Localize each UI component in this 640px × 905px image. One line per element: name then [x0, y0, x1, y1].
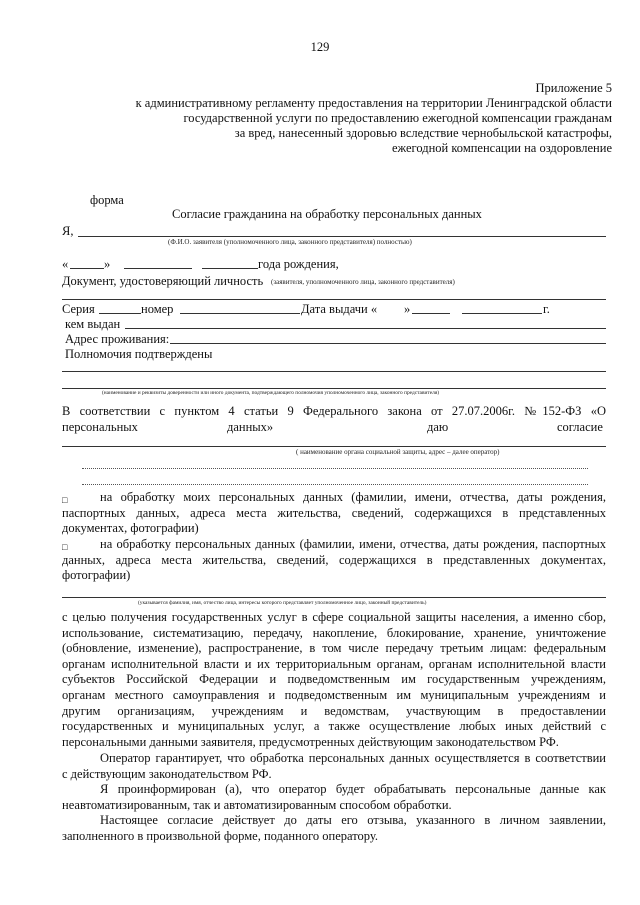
series-label: Серия: [62, 302, 95, 316]
purpose-line-6: органам местного самоуправления и подведомственным им муниципальным учреждениям и: [62, 687, 606, 702]
informed-line-1: Я проинформирован (а), что оператор будет обрабатывать персональные данные как: [100, 782, 606, 796]
purpose-line-7: другим организациям, учреждениям и ведомствам, участвующим в предоставлении: [62, 703, 606, 718]
address-line: [170, 343, 606, 344]
purpose-paragraph: [62, 610, 606, 750]
option-1-line-1: на обработку моих персональных данных (фамилии, имени, отчества, даты рождения,: [100, 490, 606, 504]
issued-by-line: [125, 328, 606, 329]
purpose-line-1: с целью получения государственных услуг в сфере социальной защиты населения, а именно сбор,: [62, 610, 606, 624]
option-1-text: [62, 490, 606, 537]
fio-caption: (Ф.И.О. заявителя (уполномоченного лица, законного представителя) полностью): [168, 238, 412, 246]
form-label: форма: [90, 193, 124, 207]
number-line: [180, 313, 300, 314]
law-line-1: В соответствии с пунктом 4 статьи 9 Федерального закона от 27.07.2006г. №152-ФЗ «О: [62, 404, 606, 418]
law-word-2: данных»: [227, 420, 274, 434]
fio-line: [78, 236, 606, 237]
purpose-line-5: субъектов Российской Федерации и подведомственным им государственным учреждениям,: [62, 672, 606, 687]
option-1-checkbox[interactable]: □: [62, 495, 68, 505]
issue-date-label: Дата выдачи «: [301, 302, 378, 316]
option-2-line-1: на обработку персональных данных (фамилии, имени, отчества, даты рождения, паспортных: [100, 537, 606, 551]
issue-month-line: [412, 313, 450, 314]
option-2-line-3: фотографии): [62, 568, 131, 583]
option-2-text: [62, 537, 606, 584]
validity-paragraph: [62, 813, 606, 844]
issue-date-close: »: [404, 302, 411, 316]
doc-label: Документ, удостоверяющий личность: [62, 274, 264, 288]
doc-caption: (заявителя, уполномоченного лица, законного представителя): [271, 278, 455, 286]
doc-line: [62, 299, 606, 300]
law-word-1: персональных: [62, 420, 138, 434]
option-2-checkbox[interactable]: □: [62, 542, 68, 552]
purpose-line-9: персональными данными заявителя, предусмотренных действующим законодательством РФ.: [62, 734, 559, 749]
year-suffix: г.: [543, 302, 550, 316]
purpose-line-4: органам исполнительной власти и их территориальным органам, органам исполнительной власти: [62, 656, 606, 671]
validity-line-2: заполненного в произвольной форме, поданного оператору.: [62, 828, 378, 843]
powers-line-2: [62, 388, 606, 389]
operator-caption: ( наименование органа социальной защиты, адрес – далее оператор): [296, 448, 500, 456]
dob-month-line: [124, 268, 192, 269]
informed-line-2: неавтоматизированным, так и автоматизированным способом обработки.: [62, 797, 452, 812]
option-2-line-2: данных, адреса места жительства, сведений, содержащихся в представленных документах,: [62, 552, 606, 567]
option-1-line-3: документах, фотографии): [62, 521, 199, 536]
represented-caption: (указывается фамилия, имя, отчество лица, интересы которого представляет уполномоченное лицо, законный представитель): [138, 600, 427, 606]
header-line-3: за вред, нанесенный здоровью вследствие чернобыльской катастрофы,: [234, 126, 612, 140]
operator-line: [62, 446, 606, 447]
issue-year-line: [462, 313, 542, 314]
document-title: Согласие гражданина на обработку персональных данных: [172, 207, 482, 221]
address-label: Адрес проживания:: [65, 332, 170, 346]
purpose-line-3: (обновление, изменение), распространение, в том числе передачу третьим лицам: федеральным: [62, 641, 606, 656]
dob-day-line: [70, 268, 104, 269]
powers-line-1: [62, 371, 606, 372]
operator-dotted-line-1: [82, 468, 588, 469]
operator-dotted-line-2: [82, 484, 588, 485]
header-line-4: ежегодной компенсации на оздоровление: [391, 141, 612, 155]
issued-by-label: кем выдан: [65, 317, 121, 331]
represented-line: [62, 597, 606, 598]
informed-paragraph: [62, 782, 606, 813]
appendix-label: Приложение 5: [535, 81, 612, 95]
powers-label: Полномочия подтверждены: [65, 347, 213, 361]
purpose-line-2: использование, систематизацию, передачу, накопление, блокирование, хранение, уничтожение: [62, 625, 606, 640]
dob-year-line: [202, 268, 258, 269]
option-1-line-2: паспортных данных, адреса места жительства, сведений, содержащихся в представленных: [62, 505, 606, 520]
guarantee-paragraph: [62, 751, 606, 782]
page-number: 129: [310, 40, 330, 54]
dob-open-quote: «: [62, 257, 69, 271]
guarantee-line-1: Оператор гарантирует, что обработка персональных данных осуществляется в соответствии: [100, 751, 606, 765]
number-label: номер: [141, 302, 174, 316]
validity-line-1: Настоящее согласие действует до даты его отзыва, указанного в личном заявлении,: [100, 813, 606, 827]
header-line-1: к административному регламенту предоставления на территории Ленинградской области: [135, 96, 612, 110]
law-word-4: согласие: [557, 420, 603, 434]
purpose-line-8: государственных и муниципальных услуг, а также осуществление любых иных действий с: [62, 719, 606, 734]
dob-close-quote: »: [104, 257, 111, 271]
i-label: Я,: [62, 224, 74, 238]
series-line: [99, 313, 141, 314]
law-paragraph: [62, 404, 606, 420]
header-line-2: государственной услуги по предоставлению ежегодной компенсации гражданам: [183, 111, 612, 125]
dob-year-label: года рождения,: [258, 257, 339, 271]
powers-caption: (наименование и реквизиты доверенности или иного документа, подтверждающего полномочия уполномоченного лица, законного представителя): [102, 390, 440, 396]
guarantee-line-2: с действующим законодательством РФ.: [62, 766, 272, 781]
law-word-3: даю: [427, 420, 449, 434]
